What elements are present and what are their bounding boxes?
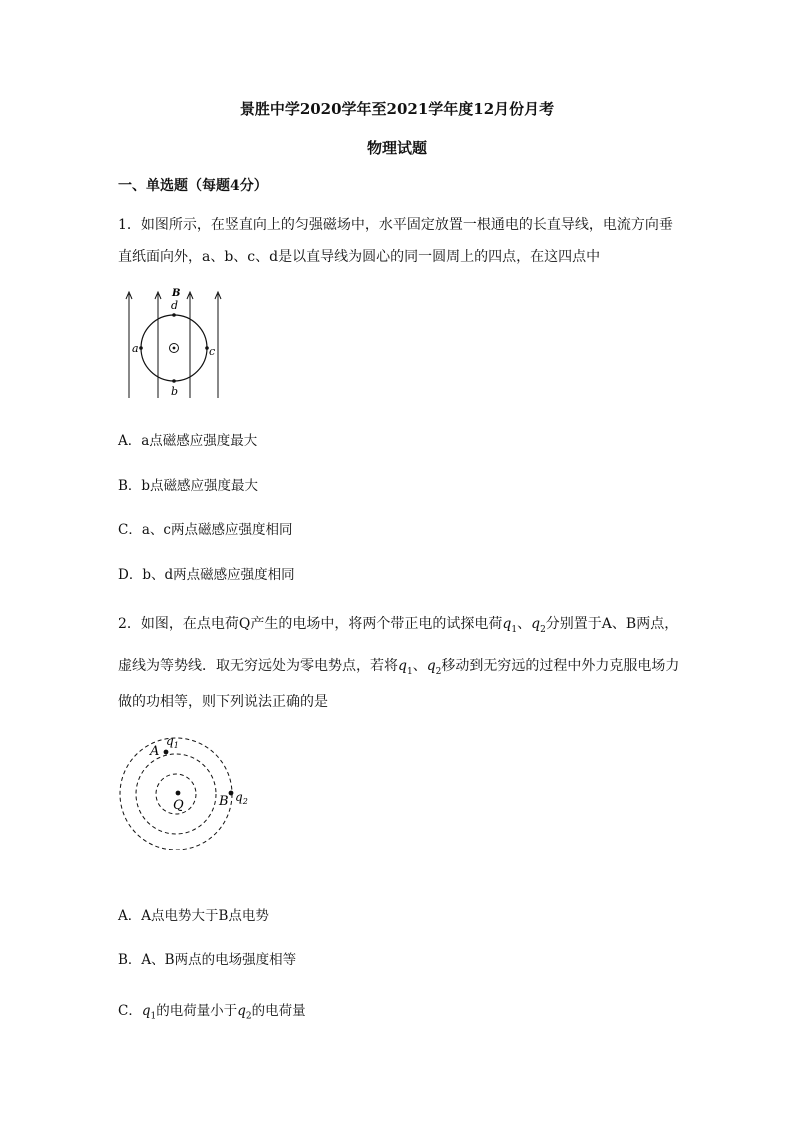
question-2-line-3: 做的功相等，则下列说法正确的是 (118, 694, 328, 710)
question-2-line-2: 虚线为等势线．取无穷远处为零电势点，若将$q_1$、$q_2$移动到无穷远的过程中外力克服电场力 (118, 658, 680, 677)
label-A: A (150, 744, 160, 759)
charge-q1 (164, 750, 169, 755)
label-B: B (219, 794, 229, 809)
question-2-option-c[interactable]: C．$q_1$的电荷量小于$q_2$的电荷量 (118, 1003, 306, 1022)
point-d (172, 313, 176, 317)
label-a: a (132, 342, 139, 355)
exam-title: 景胜中学2020学年至2021学年度12月份月考 (239, 100, 555, 118)
label-Q: Q (173, 798, 184, 813)
question-1-option-a[interactable]: A．a点磁感应强度最大 (118, 433, 258, 449)
question-1-option-c[interactable]: C．a、c两点磁感应强度相同 (118, 522, 293, 538)
question-1-figure (118, 284, 228, 404)
label-d: d (171, 299, 179, 312)
label-c: c (209, 345, 216, 358)
question-1-option-b[interactable]: B．b点磁感应强度最大 (118, 478, 259, 494)
exam-subtitle: 物理试题 (366, 139, 427, 157)
point-a (139, 346, 143, 350)
question-2-line-1: 2．如图，在点电荷Q产生的电场中，将两个带正电的试探电荷$q_1$、$q_2$分别置于A、B两点， (118, 616, 679, 635)
label-B: B (172, 288, 181, 299)
question-2-option-b[interactable]: B．A、B两点的电场强度相等 (118, 952, 297, 968)
point-b (172, 379, 176, 383)
question-2-figure (118, 730, 258, 850)
question-1-option-d[interactable]: D．b、d两点磁感应强度相同 (118, 567, 295, 583)
label-q1: $q_1$ (166, 734, 179, 750)
question-2-option-a[interactable]: A．A点电势大于B点电势 (118, 908, 269, 924)
question-1-line-2: 直纸面向外，a、b、c、d是以直导线为圆心的同一圆周上的四点，在这四点中 (118, 249, 601, 265)
label-b: b (171, 385, 179, 398)
charge-q2 (229, 791, 234, 796)
label-q2: $q_2$ (235, 790, 248, 806)
section-heading: 一、单选题（每题4分） (118, 178, 268, 194)
question-1-line-1: 1．如图所示，在竖直向上的匀强磁场中，水平固定放置一根通电的长直导线，电流方向垂 (118, 217, 673, 233)
charge-Q (176, 791, 181, 796)
